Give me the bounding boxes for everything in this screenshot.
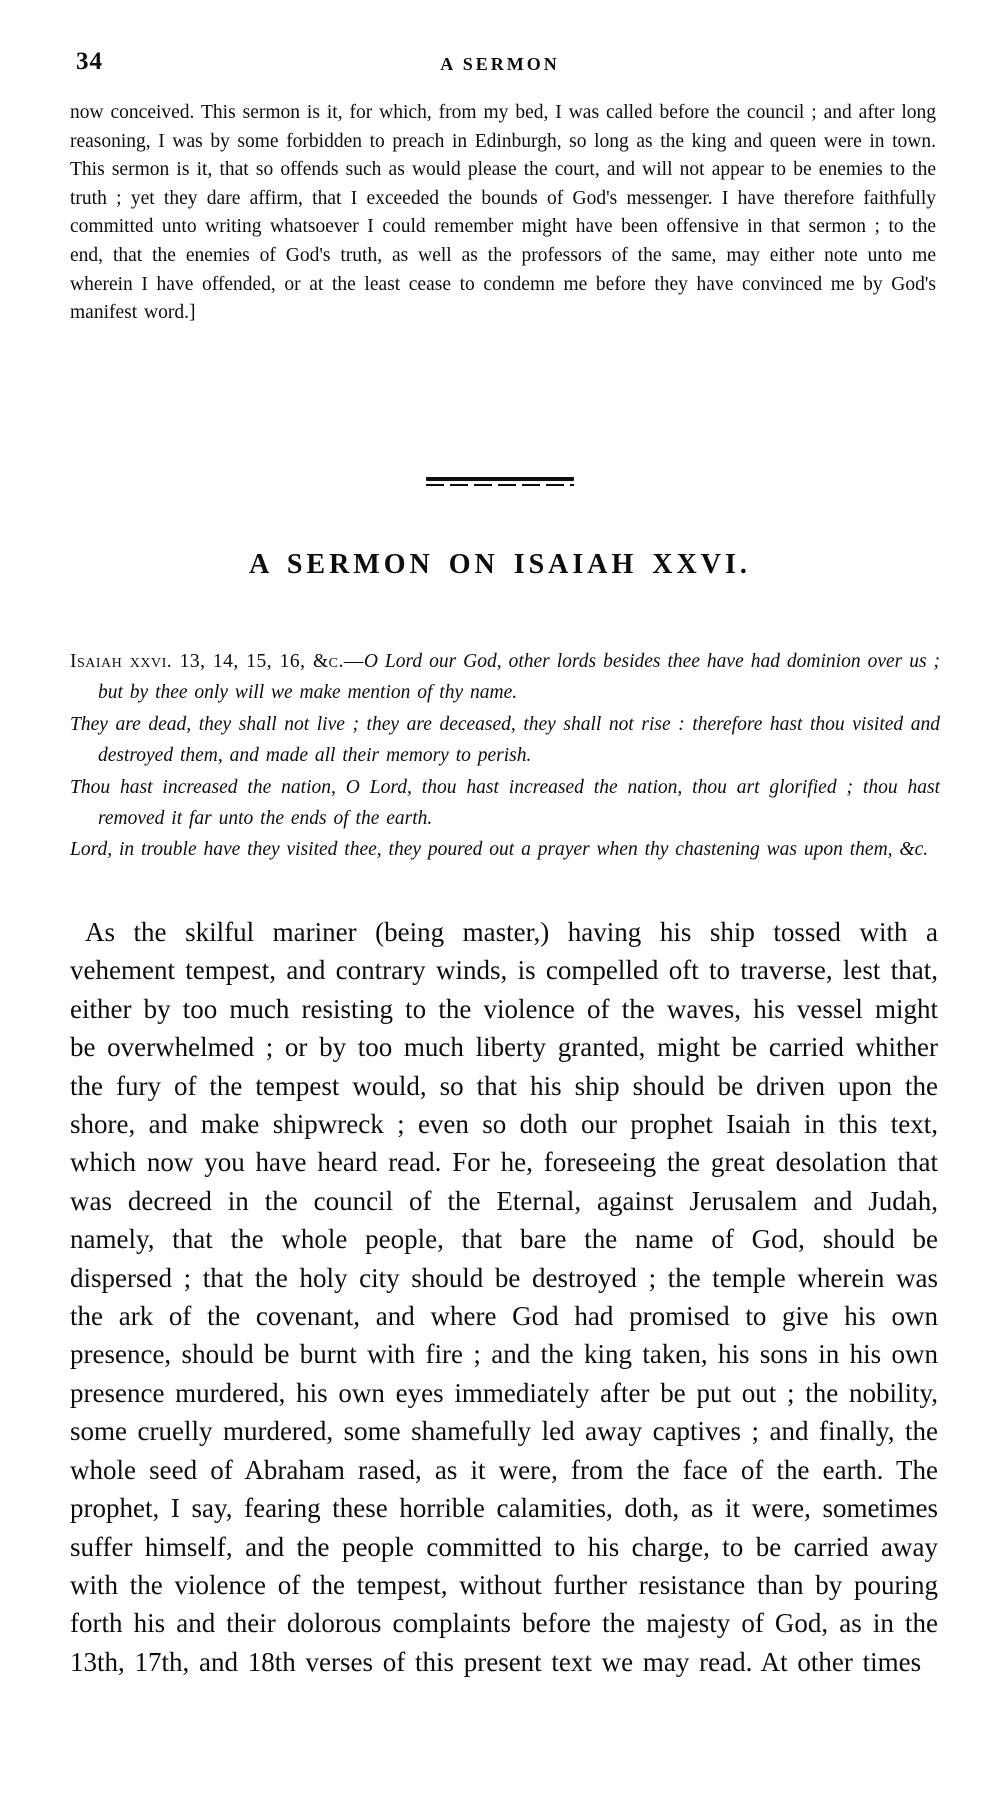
scripture-epigraph (70, 646, 940, 866)
page-number: 34 (76, 48, 103, 75)
divider-thick-line (426, 477, 574, 481)
divider-thin-line (426, 484, 574, 486)
scripture-verse-2: They are dead, they shall not live ; they are deceased, they shall not rise : therefore hast thou visited and destroyed them, and made all their memory to perish. (70, 713, 940, 767)
running-header-title: A SERMON (440, 54, 560, 74)
scripture-verse-1-text: O Lord our God, other lords besides thee have had dominion over us ; but by thee only will we make mention of thy name. (98, 651, 940, 704)
scripture-verse-1 (70, 646, 940, 709)
scripture-verse-4: Lord, in trouble have they visited thee, they poured out a prayer when thy chastening was upon them, &c. (70, 839, 929, 861)
section-divider-rule (426, 477, 574, 486)
intro-paragraph: now conceived. This sermon is it, for which, from my bed, I was called before the council ; and after long reasoning, I was by some forbidden to preach in Edinburgh, so long as the king and queen were in town. This sermon is it, that so offends such as would please the court, and will not appear to be enemies to the truth ; yet they dare affirm, that I exceeded the bounds of God's messenger. I have therefore faithfully committed unto writing whatsoever I could remember might have been offensive in that sermon ; to the end, that the enemies of God's truth, as well as the professors of the same, may either note unto me wherein I have offended, or at the least cease to condemn me before they have convinced me by God's manifest word.] (70, 102, 936, 324)
sermon-title: A SERMON ON ISAIAH XXVI. (249, 549, 751, 580)
scripture-citation: Isaiah xxvi. 13, 14, 15, 16, &c.— (70, 651, 364, 672)
sermon-body-paragraph: As the skilful mariner (being master,) having his ship tossed with a vehement tempest, and contrary winds, is compelled oft to traverse, lest that, either by too much resisting to the violence of the waves, his vessel might be overwhelmed ; or by too much liberty granted, might be carried whither the fury of the tempest would, so that his ship should be driven upon the shore, and make shipwreck ; even so doth our prophet Isaiah in this text, which now you have heard read. For he, foreseeing the great desolation that was decreed in the council of the Eternal, against Jerusalem and Judah, namely, that the whole people, that bare the name of God, should be dispersed ; that the holy city should be destroyed ; the temple wherein was the ark of the covenant, and where God had promised to give his own presence, should be burnt with fire ; and the king taken, his sons in his own presence murdered, his own eyes immediately after be put out ; the nobility, some cruelly murdered, some shamefully led away captives ; and finally, the whole seed of Abraham rased, as it were, from the face of the earth. The prophet, I say, fearing these horrible calamities, doth, as it were, sometimes suffer himself, and the people committed to his charge, to be carried away with the violence of the tempest, without further resistance than by pouring forth his and their dolorous complaints before the majesty of God, as in the 13th, 17th, and 18th verses of this present text we may read. At other times (70, 917, 938, 1677)
scripture-verse-3: Thou hast increased the nation, O Lord, thou hast increased the nation, thou art glorified ; thou hast removed it far unto the ends of the earth. (70, 776, 940, 830)
